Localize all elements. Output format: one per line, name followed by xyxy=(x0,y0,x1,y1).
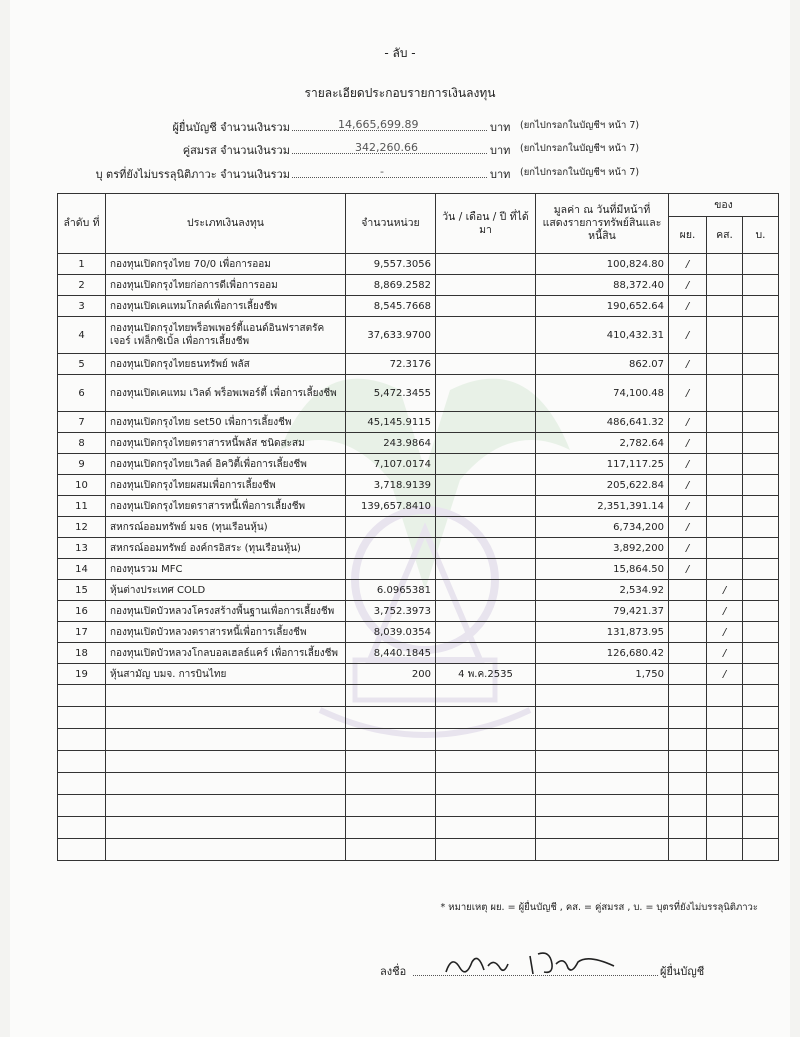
blank-cell xyxy=(536,773,669,795)
row-owner-spouse xyxy=(707,375,743,412)
blank-cell xyxy=(106,729,346,751)
blank-cell xyxy=(669,817,707,839)
table-row xyxy=(58,538,779,559)
row-owner-child xyxy=(743,622,779,643)
table-row xyxy=(58,643,779,664)
row-type: กองทุนรวม MFC xyxy=(106,559,346,580)
row-owner-filer: / xyxy=(669,433,707,454)
row-owner-child xyxy=(743,643,779,664)
row-owner-filer: / xyxy=(669,412,707,433)
row-value: 131,873.95 xyxy=(536,622,669,643)
row-type: กองทุนเปิดกรุงไทยเวิลด์ อิควิตี้เพื่อการเลี้ยงชีพ xyxy=(106,454,346,475)
row-units: 243.9864 xyxy=(346,433,436,454)
row-units: 8,039.0354 xyxy=(346,622,436,643)
row-type: กองทุนเปิดกรุงไทยพร็อพเพอร์ตี้แอนด์อินฟราสตรัคเจอร์ เฟล็กซิเบิ้ล เพื่อการเลี้ยงชีพ xyxy=(106,317,346,354)
row-date xyxy=(436,433,536,454)
blank-cell xyxy=(436,685,536,707)
row-owner-child xyxy=(743,454,779,475)
blank-cell xyxy=(436,817,536,839)
blank-cell xyxy=(707,685,743,707)
summary-spouse-value: 342,260.66 xyxy=(355,141,418,154)
blank-cell xyxy=(743,795,779,817)
blank-cell xyxy=(707,773,743,795)
row-date xyxy=(436,375,536,412)
row-owner-child xyxy=(743,517,779,538)
blank-cell xyxy=(707,707,743,729)
header-no: ลำดับ ที่ xyxy=(58,194,106,254)
row-owner-spouse xyxy=(707,517,743,538)
row-owner-child xyxy=(743,433,779,454)
blank-cell xyxy=(346,685,436,707)
document-page xyxy=(10,0,790,1037)
table-row xyxy=(58,254,779,275)
row-type: กองทุนเปิดกรุงไทยก่อการดีเพื่อการออม xyxy=(106,275,346,296)
row-owner-child xyxy=(743,412,779,433)
blank-cell xyxy=(536,795,669,817)
table-row-blank xyxy=(58,729,779,751)
row-units: 37,633.9700 xyxy=(346,317,436,354)
row-type: สหกรณ์ออมทรัพย์ มจธ (ทุนเรือนหุ้น) xyxy=(106,517,346,538)
row-type: กองทุนเปิดกรุงไทย set50 เพื่อการเลี้ยงชีพ xyxy=(106,412,346,433)
row-owner-child xyxy=(743,317,779,354)
row-value: 2,351,391.14 xyxy=(536,496,669,517)
blank-cell xyxy=(536,685,669,707)
row-value: 410,432.31 xyxy=(536,317,669,354)
row-units: 72.3176 xyxy=(346,354,436,375)
row-owner-spouse xyxy=(707,317,743,354)
row-owner-filer: / xyxy=(669,559,707,580)
row-owner-spouse xyxy=(707,538,743,559)
blank-cell xyxy=(743,817,779,839)
row-owner-filer: / xyxy=(669,475,707,496)
row-type: กองทุนเปิดบัวหลวงตราสารหนี้เพื่อการเลี้ยงชีพ xyxy=(106,622,346,643)
summary-child-value: - xyxy=(380,165,384,178)
row-units xyxy=(346,538,436,559)
row-no: 3 xyxy=(58,296,106,317)
row-value: 862.07 xyxy=(536,354,669,375)
blank-cell xyxy=(436,773,536,795)
row-type: หุ้นสามัญ บมจ. การบินไทย xyxy=(106,664,346,685)
blank-cell xyxy=(346,707,436,729)
row-owner-child xyxy=(743,275,779,296)
row-owner-filer xyxy=(669,601,707,622)
header-units: จำนวนหน่วย xyxy=(346,194,436,254)
row-owner-child xyxy=(743,559,779,580)
role-label: ผู้ยื่นบัญชี xyxy=(660,965,705,978)
row-owner-filer: / xyxy=(669,254,707,275)
table-row-blank xyxy=(58,773,779,795)
row-date xyxy=(436,580,536,601)
row-date xyxy=(436,296,536,317)
row-type: กองทุนเปิดกรุงไทยตราสารหนี้เพื่อการเลี้ยงชีพ xyxy=(106,496,346,517)
blank-cell xyxy=(707,795,743,817)
row-type: กองทุนเปิดกรุงไทยธนทรัพย์ พลัส xyxy=(106,354,346,375)
row-units: 7,107.0174 xyxy=(346,454,436,475)
blank-cell xyxy=(669,839,707,861)
table-row xyxy=(58,375,779,412)
table-row-blank xyxy=(58,817,779,839)
row-owner-spouse xyxy=(707,454,743,475)
table-row xyxy=(58,433,779,454)
blank-cell xyxy=(58,729,106,751)
row-value: 126,680.42 xyxy=(536,643,669,664)
blank-cell xyxy=(743,729,779,751)
blank-cell xyxy=(58,839,106,861)
row-units: 8,869.2582 xyxy=(346,275,436,296)
table-row-blank xyxy=(58,795,779,817)
blank-cell xyxy=(346,751,436,773)
row-owner-child xyxy=(743,601,779,622)
blank-cell xyxy=(346,773,436,795)
row-owner-spouse xyxy=(707,354,743,375)
row-units: 3,752.3973 xyxy=(346,601,436,622)
blank-cell xyxy=(743,707,779,729)
row-date xyxy=(436,275,536,296)
blank-cell xyxy=(669,773,707,795)
row-date xyxy=(436,622,536,643)
table-row xyxy=(58,496,779,517)
row-owner-spouse xyxy=(707,296,743,317)
row-owner-spouse: / xyxy=(707,580,743,601)
blank-cell xyxy=(707,839,743,861)
blank-cell xyxy=(58,685,106,707)
investment-table xyxy=(57,193,779,861)
blank-cell xyxy=(669,729,707,751)
blank-cell xyxy=(669,751,707,773)
row-date xyxy=(436,601,536,622)
blank-cell xyxy=(106,839,346,861)
row-units: 9,557.3056 xyxy=(346,254,436,275)
row-units: 8,545.7668 xyxy=(346,296,436,317)
blank-cell xyxy=(106,817,346,839)
row-units: 6.0965381 xyxy=(346,580,436,601)
row-no: 16 xyxy=(58,601,106,622)
row-no: 12 xyxy=(58,517,106,538)
row-date xyxy=(436,643,536,664)
row-no: 15 xyxy=(58,580,106,601)
row-value: 88,372.40 xyxy=(536,275,669,296)
summary-filer-value: 14,665,699.89 xyxy=(338,118,419,131)
row-units: 3,718.9139 xyxy=(346,475,436,496)
table-row xyxy=(58,580,779,601)
row-date xyxy=(436,538,536,559)
row-type: กองทุนเปิดเคแทมโกลด์เพื่อการเลี้ยงชีพ xyxy=(106,296,346,317)
table-row xyxy=(58,664,779,685)
row-value: 74,100.48 xyxy=(536,375,669,412)
row-no: 9 xyxy=(58,454,106,475)
row-owner-filer xyxy=(669,643,707,664)
row-owner-filer: / xyxy=(669,275,707,296)
blank-cell xyxy=(436,729,536,751)
row-owner-spouse xyxy=(707,275,743,296)
row-owner-filer: / xyxy=(669,296,707,317)
table-row xyxy=(58,517,779,538)
blank-cell xyxy=(436,707,536,729)
summary-spouse: คู่สมรส จำนวนเงินรวม 342,260.66 บาท (ยกไปกรอกในบัญชีฯ หน้า 7) xyxy=(182,141,640,157)
row-owner-filer: / xyxy=(669,517,707,538)
blank-cell xyxy=(106,707,346,729)
row-owner-child xyxy=(743,375,779,412)
table-row xyxy=(58,317,779,354)
row-value: 79,421.37 xyxy=(536,601,669,622)
row-no: 17 xyxy=(58,622,106,643)
row-type: กองทุนเปิดบัวหลวงโครงสร้างพื้นฐานเพื่อการเลี้ยงชีพ xyxy=(106,601,346,622)
row-owner-filer xyxy=(669,622,707,643)
table-row xyxy=(58,559,779,580)
row-owner-filer: / xyxy=(669,354,707,375)
blank-cell xyxy=(536,729,669,751)
row-no: 6 xyxy=(58,375,106,412)
row-owner-child xyxy=(743,538,779,559)
row-date xyxy=(436,412,536,433)
blank-cell xyxy=(707,751,743,773)
blank-cell xyxy=(669,795,707,817)
row-owner-child xyxy=(743,475,779,496)
row-value: 2,534.92 xyxy=(536,580,669,601)
blank-cell xyxy=(743,773,779,795)
table-row xyxy=(58,412,779,433)
row-type: หุ้นต่างประเทศ COLD xyxy=(106,580,346,601)
table-row-blank xyxy=(58,751,779,773)
header-value: มูลค่า ณ วันที่มีหน้าที่ แสดงรายการทรัพย์สินและหนี้สิน xyxy=(536,194,669,254)
row-owner-spouse: / xyxy=(707,664,743,685)
row-date xyxy=(436,454,536,475)
header-date: วัน / เดือน / ปี ที่ได้มา xyxy=(436,194,536,254)
blank-cell xyxy=(536,839,669,861)
handwritten-signature-icon xyxy=(438,944,628,982)
row-date xyxy=(436,517,536,538)
row-units: 5,472.3455 xyxy=(346,375,436,412)
row-owner-child xyxy=(743,580,779,601)
row-value: 117,117.25 xyxy=(536,454,669,475)
blank-cell xyxy=(436,751,536,773)
blank-cell xyxy=(436,795,536,817)
table-row xyxy=(58,275,779,296)
blank-cell xyxy=(58,817,106,839)
confidential-label: - ลับ - xyxy=(384,46,416,60)
blank-cell xyxy=(58,707,106,729)
footnote: * หมายเหตุ ผย. = ผู้ยื่นบัญชี , คส. = คู่สมรส , บ. = บุตรที่ยังไม่บรรลุนิติภาวะ xyxy=(440,902,758,913)
row-owner-spouse xyxy=(707,412,743,433)
table-row xyxy=(58,475,779,496)
row-no: 8 xyxy=(58,433,106,454)
blank-cell xyxy=(346,729,436,751)
row-owner-spouse: / xyxy=(707,601,743,622)
row-no: 11 xyxy=(58,496,106,517)
row-type: กองทุนเปิดบัวหลวงโกลบอลเฮลธ์แคร์ เพื่อการเลี้ยงชีพ xyxy=(106,643,346,664)
header-owner-spouse: คส. xyxy=(707,217,743,254)
table-row xyxy=(58,622,779,643)
row-no: 19 xyxy=(58,664,106,685)
row-date xyxy=(436,354,536,375)
row-value: 100,824.80 xyxy=(536,254,669,275)
signature-line xyxy=(10,962,790,982)
row-date xyxy=(436,475,536,496)
row-owner-spouse xyxy=(707,559,743,580)
table-row-blank xyxy=(58,707,779,729)
table-row xyxy=(58,601,779,622)
row-value: 205,622.84 xyxy=(536,475,669,496)
row-type: กองทุนเปิดเคแทม เวิลด์ พร็อพเพอร์ตี้ เพื่อการเลี้ยงชีพ xyxy=(106,375,346,412)
row-value: 6,734,200 xyxy=(536,517,669,538)
row-owner-child xyxy=(743,296,779,317)
blank-cell xyxy=(346,795,436,817)
row-owner-filer xyxy=(669,664,707,685)
blank-cell xyxy=(669,707,707,729)
row-no: 13 xyxy=(58,538,106,559)
row-value: 2,782.64 xyxy=(536,433,669,454)
row-owner-filer: / xyxy=(669,317,707,354)
blank-cell xyxy=(346,839,436,861)
row-owner-spouse xyxy=(707,254,743,275)
table-row-blank xyxy=(58,839,779,861)
blank-cell xyxy=(536,751,669,773)
table-row-blank xyxy=(58,685,779,707)
row-owner-child xyxy=(743,496,779,517)
blank-cell xyxy=(106,685,346,707)
summary-filer: ผู้ยื่นบัญชี จำนวนเงินรวม 14,665,699.89 บาท (ยกไปกรอกในบัญชีฯ หน้า 7) xyxy=(172,118,640,134)
row-owner-filer: / xyxy=(669,375,707,412)
row-no: 14 xyxy=(58,559,106,580)
blank-cell xyxy=(536,707,669,729)
row-no: 5 xyxy=(58,354,106,375)
row-date: 4 พ.ค.2535 xyxy=(436,664,536,685)
row-no: 1 xyxy=(58,254,106,275)
row-owner-filer: / xyxy=(669,496,707,517)
row-date xyxy=(436,559,536,580)
blank-cell xyxy=(669,685,707,707)
row-units: 45,145.9115 xyxy=(346,412,436,433)
row-owner-filer xyxy=(669,580,707,601)
row-owner-spouse: / xyxy=(707,622,743,643)
row-value: 3,892,200 xyxy=(536,538,669,559)
table-row xyxy=(58,296,779,317)
row-units: 200 xyxy=(346,664,436,685)
row-value: 15,864.50 xyxy=(536,559,669,580)
row-no: 4 xyxy=(58,317,106,354)
row-owner-filer: / xyxy=(669,454,707,475)
row-no: 2 xyxy=(58,275,106,296)
row-units xyxy=(346,517,436,538)
row-value: 1,750 xyxy=(536,664,669,685)
blank-cell xyxy=(346,817,436,839)
blank-cell xyxy=(106,773,346,795)
blank-cell xyxy=(743,685,779,707)
row-owner-spouse xyxy=(707,433,743,454)
row-owner-filer: / xyxy=(669,538,707,559)
blank-cell xyxy=(106,795,346,817)
blank-cell xyxy=(743,751,779,773)
row-no: 18 xyxy=(58,643,106,664)
row-date xyxy=(436,317,536,354)
blank-cell xyxy=(58,773,106,795)
blank-cell xyxy=(536,817,669,839)
table-row xyxy=(58,454,779,475)
row-owner-child xyxy=(743,254,779,275)
blank-cell xyxy=(707,729,743,751)
sign-label: ลงชื่อ xyxy=(380,965,407,978)
row-value: 190,652.64 xyxy=(536,296,669,317)
blank-cell xyxy=(58,795,106,817)
row-owner-spouse: / xyxy=(707,643,743,664)
row-type: กองทุนเปิดกรุงไทยผสมเพื่อการเลี้ยงชีพ xyxy=(106,475,346,496)
row-no: 7 xyxy=(58,412,106,433)
row-owner-spouse xyxy=(707,496,743,517)
row-units: 8,440.1845 xyxy=(346,643,436,664)
row-owner-child xyxy=(743,354,779,375)
summary-child: บุ ตรที่ยังไม่บรรลุนิติภาวะ จำนวนเงินรวม - บาท (ยกไปกรอกในบัญชีฯ หน้า 7) xyxy=(95,165,640,181)
blank-cell xyxy=(58,751,106,773)
row-owner-spouse xyxy=(707,475,743,496)
row-owner-child xyxy=(743,664,779,685)
row-no: 10 xyxy=(58,475,106,496)
row-date xyxy=(436,254,536,275)
row-type: กองทุนเปิดกรุงไทย 70/0 เพื่อการออม xyxy=(106,254,346,275)
row-date xyxy=(436,496,536,517)
row-value: 486,641.32 xyxy=(536,412,669,433)
header-owner: ของ xyxy=(669,194,779,217)
header-owner-filer: ผย. xyxy=(669,217,707,254)
blank-cell xyxy=(743,839,779,861)
row-units: 139,657.8410 xyxy=(346,496,436,517)
blank-cell xyxy=(106,751,346,773)
document-title: รายละเอียดประกอบรายการเงินลงทุน xyxy=(304,86,496,100)
table-row xyxy=(58,354,779,375)
row-type: กองทุนเปิดกรุงไทยตราสารหนี้พลัส ชนิดสะสม xyxy=(106,433,346,454)
header-owner-child: บ. xyxy=(743,217,779,254)
blank-cell xyxy=(436,839,536,861)
blank-cell xyxy=(707,817,743,839)
row-type: สหกรณ์ออมทรัพย์ องค์กรอิสระ (ทุนเรือนหุ้น) xyxy=(106,538,346,559)
header-type: ประเภทเงินลงทุน xyxy=(106,194,346,254)
row-units xyxy=(346,559,436,580)
